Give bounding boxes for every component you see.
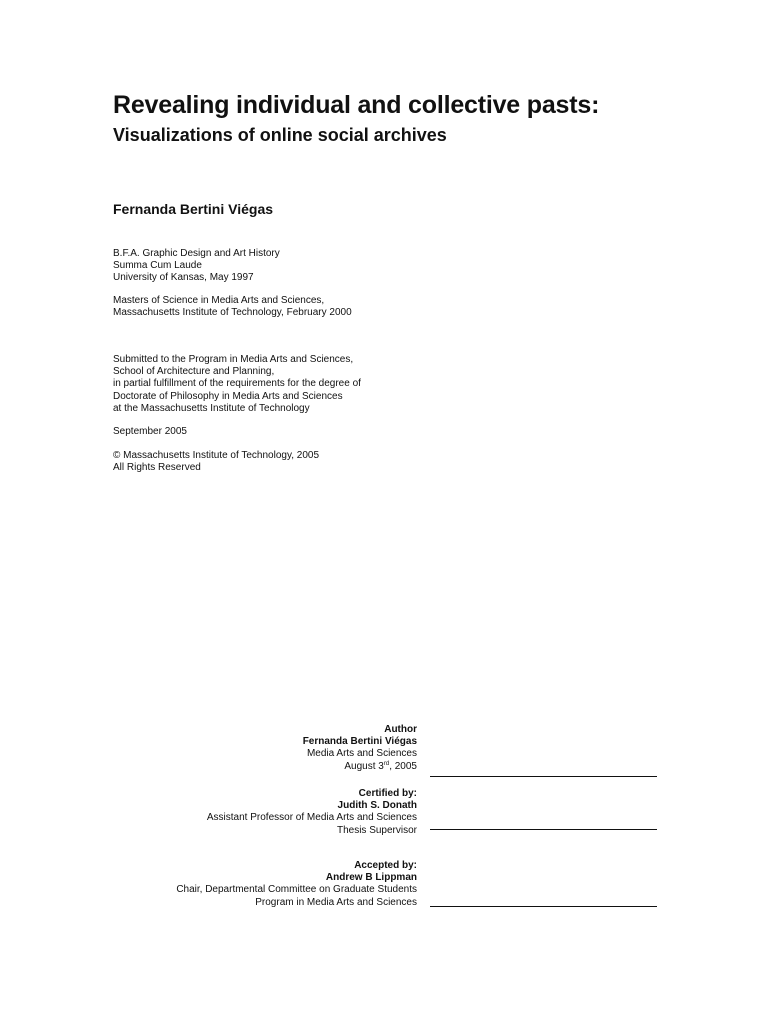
copyright-notice xyxy=(113,450,319,474)
submission-line: in partial fulfillment of the requirements for the degree of xyxy=(113,378,361,390)
degree-line: Summa Cum Laude xyxy=(113,260,202,272)
submission-line: School of Architecture and Planning, xyxy=(113,366,275,378)
certified-signature-block xyxy=(207,788,417,837)
submission-line: Doctorate of Philosophy in Media Arts and Sciences xyxy=(113,390,343,402)
degree-line: University of Kansas, May 1997 xyxy=(113,272,254,284)
degree-line: B.F.A. Graphic Design and Art History xyxy=(113,248,280,259)
degree-line: Masters of Science in Media Arts and Sciences, xyxy=(113,295,325,306)
accepted-signature-line xyxy=(430,906,657,907)
accepted-signature-block xyxy=(176,860,417,909)
author-name: Fernanda Bertini Viégas xyxy=(113,201,274,217)
date-text: September 2005 xyxy=(113,426,187,437)
signature-heading: Author xyxy=(384,724,417,735)
copyright-line: © Massachusetts Institute of Technology, 2005 xyxy=(113,450,320,461)
submission-statement xyxy=(113,354,361,415)
signatory-name: Andrew B Lippman xyxy=(325,872,417,884)
signatory-name: Fernanda Bertini Viégas xyxy=(302,736,417,748)
submission-date xyxy=(113,426,187,438)
prior-degree-bfa xyxy=(113,248,280,285)
signature-date: August 3rd, 2005 xyxy=(344,760,417,772)
thesis-subtitle: Visualizations of online social archives xyxy=(113,125,447,145)
signatory-role: Thesis Supervisor xyxy=(336,824,417,836)
signatory-title: Assistant Professor of Media Arts and Sciences xyxy=(206,812,417,824)
prior-degree-ms xyxy=(113,295,352,319)
signatory-name: Judith S. Donath xyxy=(337,800,417,812)
signatory-program: Program in Media Arts and Sciences xyxy=(255,896,417,908)
submission-line: at the Massachusetts Institute of Technology xyxy=(113,402,310,414)
author-signature-line xyxy=(430,776,657,777)
author-signature-block xyxy=(303,724,417,773)
degree-line: Massachusetts Institute of Technology, February 2000 xyxy=(113,307,352,319)
signatory-title: Chair, Departmental Committee on Graduate Students xyxy=(176,884,417,896)
thesis-title: Revealing individual and collective pasts: xyxy=(113,91,600,119)
rights-line: All Rights Reserved xyxy=(113,462,201,474)
certified-signature-line xyxy=(430,829,657,830)
signature-heading: Accepted by: xyxy=(354,860,417,871)
signatory-dept: Media Arts and Sciences xyxy=(306,748,417,760)
submission-line: Submitted to the Program in Media Arts and Sciences, xyxy=(113,354,354,365)
signature-heading: Certified by: xyxy=(358,788,417,799)
